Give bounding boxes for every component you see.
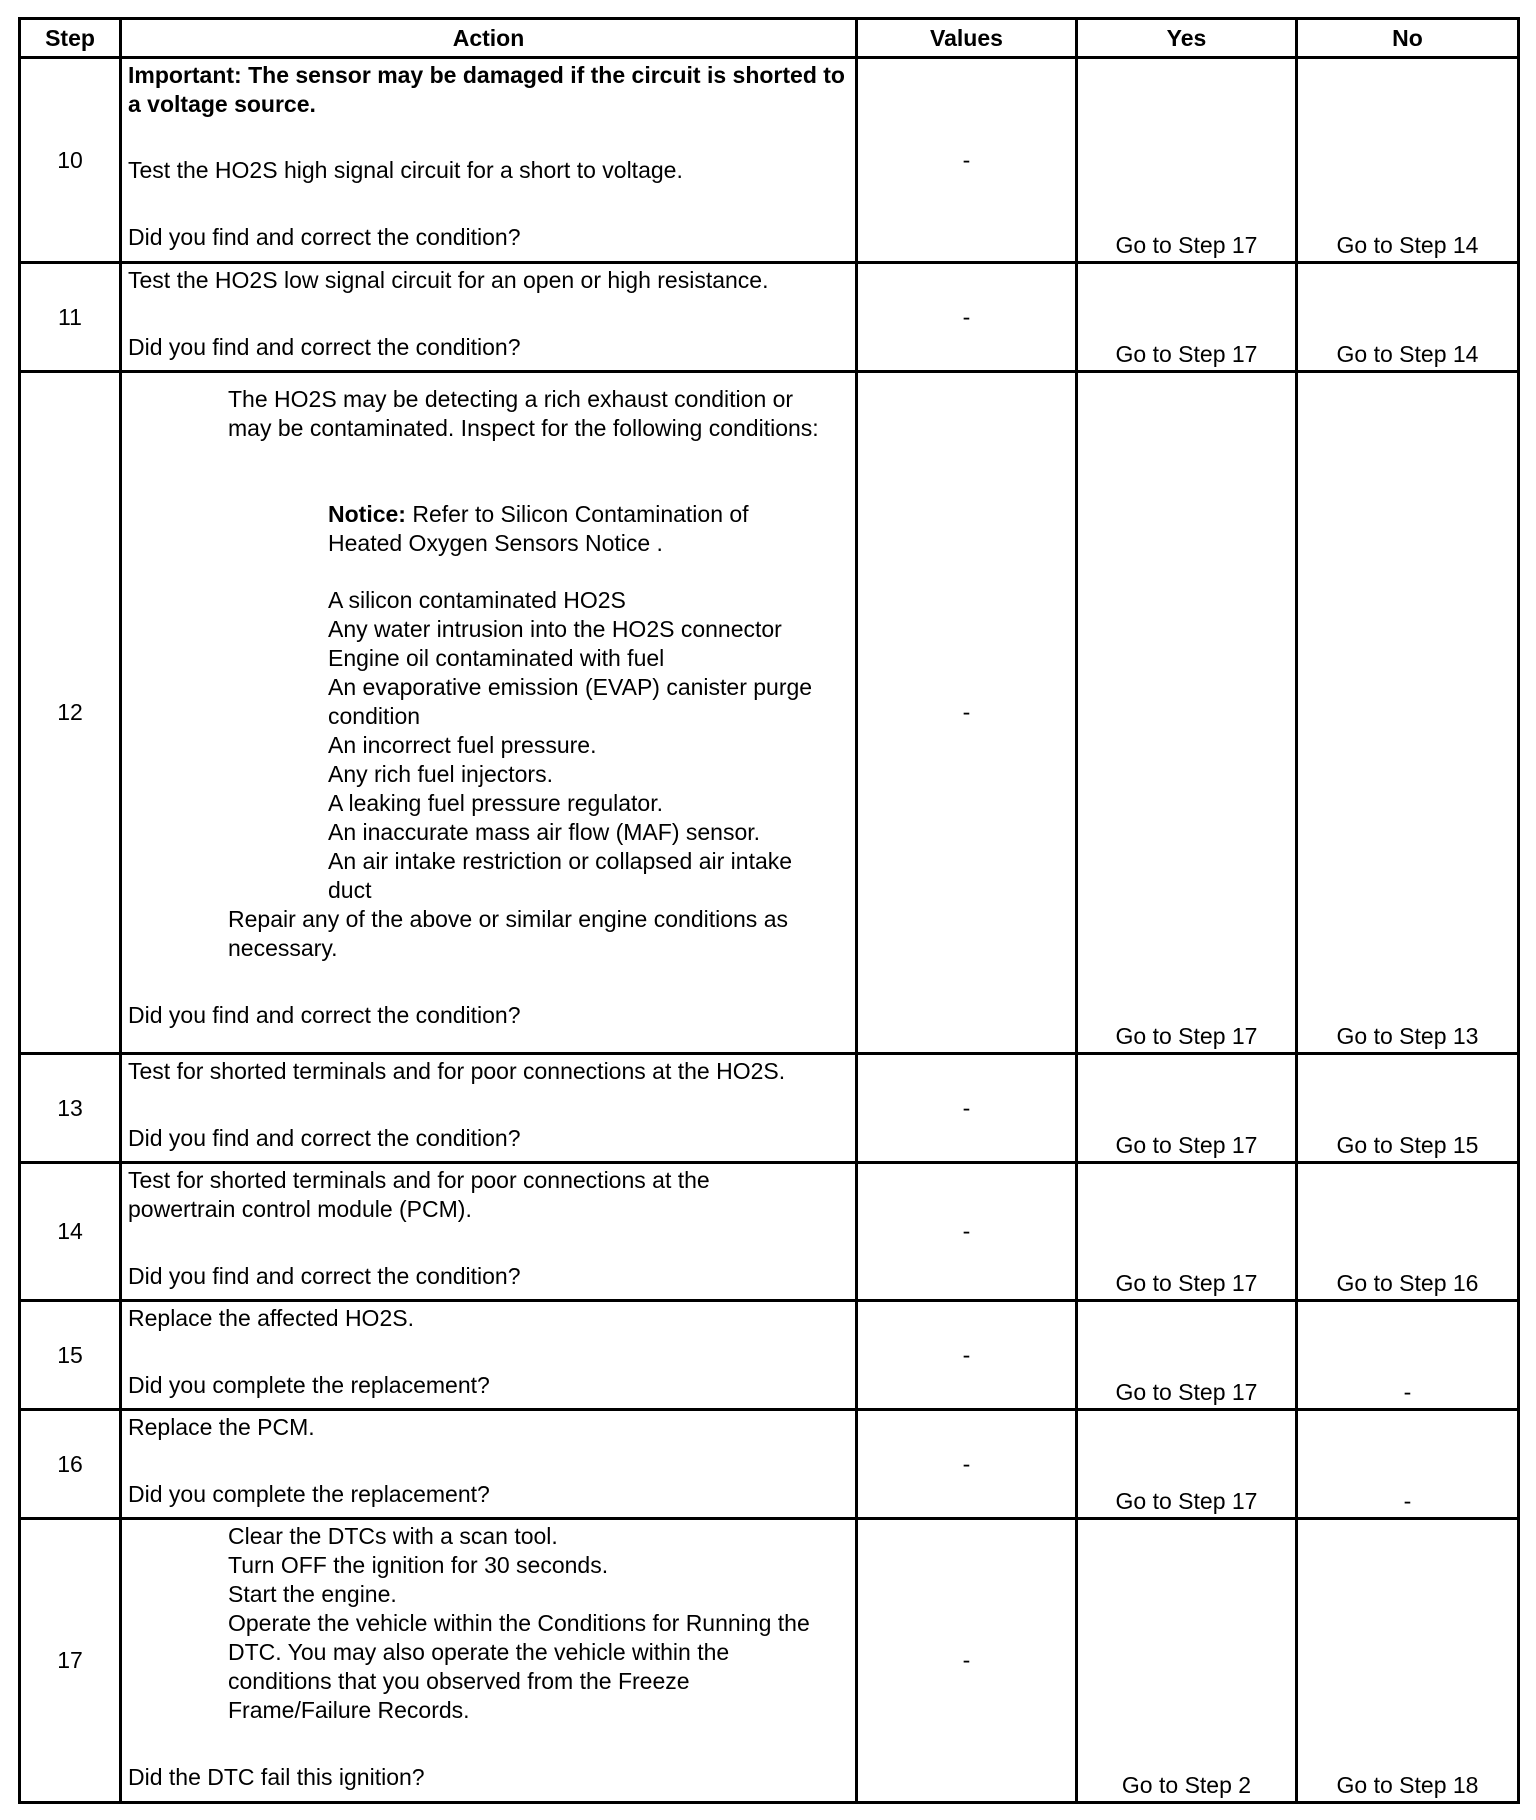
list-item: Start the engine. <box>228 1581 397 1607</box>
action-text: Test the HO2S low signal circuit for an open or high resistance. <box>128 267 769 293</box>
diagnostic-table <box>18 17 1520 1804</box>
list-item: A silicon contaminated HO2S <box>328 587 626 613</box>
procedure-list <box>128 1522 849 1725</box>
action-cell <box>121 263 857 372</box>
no-link[interactable]: Go to Step 14 <box>1297 58 1519 263</box>
important-note: Important: The sensor may be damaged if the circuit is shorted to a voltage source. <box>128 62 845 117</box>
step-number: 10 <box>20 58 121 263</box>
question-text: Did you find and correct the condition? <box>128 334 521 360</box>
table-row <box>20 1163 1519 1301</box>
yes-link[interactable]: Go to Step 17 <box>1077 1410 1297 1519</box>
question-text: Did you find and correct the condition? <box>128 224 521 250</box>
list-item: Engine oil contaminated with fuel <box>328 645 665 671</box>
list-item: Any rich fuel injectors. <box>328 761 553 787</box>
action-text: Test for shorted terminals and for poor connections at the HO2S. <box>128 1058 786 1084</box>
no-link[interactable]: Go to Step 18 <box>1297 1519 1519 1803</box>
notice-label: Notice: <box>328 501 406 527</box>
header-values: Values <box>857 19 1077 58</box>
list-item: An evaporative emission (EVAP) canister purge condition <box>328 674 813 729</box>
action-cell <box>121 372 857 1054</box>
values-cell: - <box>857 1163 1077 1301</box>
no-link[interactable]: Go to Step 16 <box>1297 1163 1519 1301</box>
question-text: Did you find and correct the condition? <box>128 1125 521 1151</box>
notice-body: Refer to Silicon Contamination of Heated Oxygen Sensors Notice . <box>328 501 749 556</box>
header-step: Step <box>20 19 121 58</box>
question-text: Did you complete the replacement? <box>128 1372 490 1398</box>
values-cell: - <box>857 1054 1077 1163</box>
step-number: 13 <box>20 1054 121 1163</box>
yes-link[interactable]: Go to Step 2 <box>1077 1519 1297 1803</box>
no-link[interactable]: Go to Step 13 <box>1297 372 1519 1054</box>
table-row <box>20 1519 1519 1803</box>
header-row <box>20 19 1519 58</box>
header-no: No <box>1297 19 1519 58</box>
list-item: Any water intrusion into the HO2S connector <box>328 616 782 642</box>
values-cell: - <box>857 1519 1077 1803</box>
list-item: Clear the DTCs with a scan tool. <box>228 1523 558 1549</box>
step-number: 11 <box>20 263 121 372</box>
action-text: Test for shorted terminals and for poor connections at the powertrain control module (PCM). <box>128 1167 710 1222</box>
values-cell: - <box>857 1410 1077 1519</box>
header-action: Action <box>121 19 857 58</box>
table-row <box>20 1301 1519 1410</box>
notice-text <box>328 500 819 558</box>
question-text: Did you find and correct the condition? <box>128 1263 521 1289</box>
action-text: Test the HO2S high signal circuit for a short to voltage. <box>128 157 683 183</box>
values-cell: - <box>857 372 1077 1054</box>
yes-link[interactable]: Go to Step 17 <box>1077 263 1297 372</box>
list-item: Operate the vehicle within the Conditions for Running the DTC. You may also operate the vehicle within the conditions that you observed from the Freeze Frame/Failure Records. <box>228 1610 810 1723</box>
no-link[interactable]: Go to Step 15 <box>1297 1054 1519 1163</box>
list-item: An inaccurate mass air flow (MAF) sensor. <box>328 819 761 845</box>
values-cell: - <box>857 263 1077 372</box>
action-cell <box>121 1163 857 1301</box>
action-text: Replace the PCM. <box>128 1414 315 1440</box>
question-text: Did you complete the replacement? <box>128 1481 490 1507</box>
table-row <box>20 263 1519 372</box>
yes-link[interactable]: Go to Step 17 <box>1077 58 1297 263</box>
list-item: An air intake restriction or collapsed air intake duct <box>328 848 793 903</box>
values-cell: - <box>857 58 1077 263</box>
question-text: Did the DTC fail this ignition? <box>128 1764 425 1790</box>
intro-text: The HO2S may be detecting a rich exhaust condition or may be contaminated. Inspect for the following conditions: <box>228 386 819 441</box>
step-number: 16 <box>20 1410 121 1519</box>
action-cell <box>121 1519 857 1803</box>
list-item: Turn OFF the ignition for 30 seconds. <box>228 1552 609 1578</box>
action-cell <box>121 1301 857 1410</box>
no-cell: - <box>1297 1410 1519 1519</box>
action-cell <box>121 1410 857 1519</box>
yes-link[interactable]: Go to Step 17 <box>1077 1054 1297 1163</box>
step-number: 17 <box>20 1519 121 1803</box>
no-link[interactable]: Go to Step 14 <box>1297 263 1519 372</box>
condition-list <box>328 586 819 905</box>
yes-link[interactable]: Go to Step 17 <box>1077 1163 1297 1301</box>
step-number: 12 <box>20 372 121 1054</box>
action-cell <box>121 1054 857 1163</box>
step-number: 14 <box>20 1163 121 1301</box>
action-cell <box>121 58 857 263</box>
table-row <box>20 372 1519 1054</box>
yes-link[interactable]: Go to Step 17 <box>1077 372 1297 1054</box>
table-row <box>20 1054 1519 1163</box>
header-yes: Yes <box>1077 19 1297 58</box>
list-item: A leaking fuel pressure regulator. <box>328 790 663 816</box>
step-number: 15 <box>20 1301 121 1410</box>
yes-link[interactable]: Go to Step 17 <box>1077 1301 1297 1410</box>
question-text: Did you find and correct the condition? <box>128 1002 521 1028</box>
action-text: Replace the affected HO2S. <box>128 1305 414 1331</box>
repair-text: Repair any of the above or similar engine conditions as necessary. <box>228 906 788 961</box>
table-row <box>20 1410 1519 1519</box>
table-row <box>20 58 1519 263</box>
list-item: An incorrect fuel pressure. <box>328 732 597 758</box>
values-cell: - <box>857 1301 1077 1410</box>
no-cell: - <box>1297 1301 1519 1410</box>
